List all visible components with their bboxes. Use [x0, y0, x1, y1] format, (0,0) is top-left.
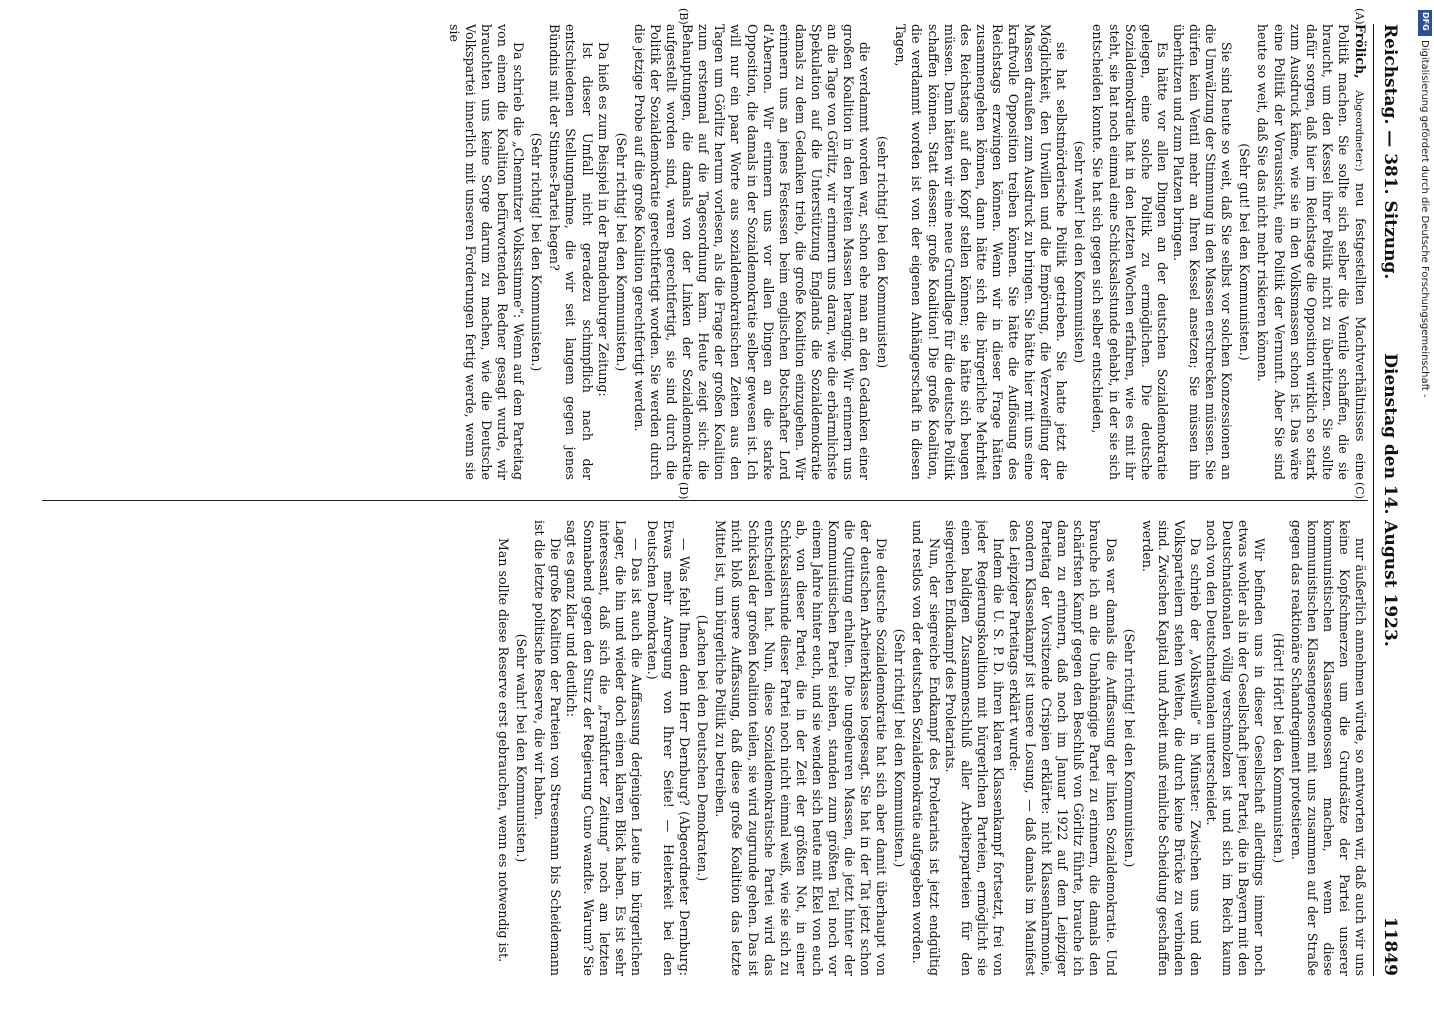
paragraph — [1288, 520, 1368, 976]
document-page — [30, 10, 1410, 990]
margin-mark-a: (A) — [1353, 8, 1366, 25]
interjection: (Sehr richtig! bei den Kommunisten.) — [892, 628, 908, 868]
paragraph-text: Die große Koalition der Parteien von Stresemann bis Scheidemann ist die letzte politische Reserve, die wir haben. — [532, 520, 564, 976]
page-header — [1373, 24, 1402, 976]
paragraph-text: Da schrieb der „Volkswille“ in Münster: Zwischen uns und den Volksparteilern stehen Welten, die durch keine Brücke zu verbinden sind. Zwischen Kapital und Arbeit muß reinliche Scheidung geschaffen werden. — [1139, 520, 1204, 976]
paragraph-text: Sie sind heute so weit, daß Sie selbst vor solchen Konzessionen an die Umwälzung der Stimmung in den Massen erschrecken müssen. Sie dürfen kein Ventil mehr an Ihren Kessel ansetzen; Sie müssen ihn überhitzen und zum Platzen bringen. — [1170, 24, 1235, 480]
interjection: (Sehr richtig! bei den Kommunisten.) — [529, 132, 545, 372]
paragraph-text: Nun, der siegreiche Endkampf des Proletariats ist jetzt endgültig und restlos von der deutschen Sozialdemokratie aufgegeben worden. — [910, 520, 942, 976]
paragraph — [1006, 520, 1119, 976]
paragraph — [1170, 24, 1234, 480]
left-column — [42, 24, 1368, 480]
margin-mark-b: (B) — [677, 8, 690, 25]
paragraph — [1089, 24, 1169, 480]
column-divider — [42, 500, 1368, 501]
interjection: (Lachen bei den Deutschen Demokraten.) — [695, 614, 711, 882]
paragraph-text: — Was fehlt Ihnen denn Herr Dernburg? (Abgeordneter Dernburg: Etwas mehr Anregung von Ihrer Seite! — Heiterkeit bei den Deutschen Demokraten.) — [644, 520, 693, 976]
paragraph-text: Es hätte vor allen Dingen an der deutschen Sozialdemokratie gelegen, eine solche Politik zu ermöglichen. Die deutsche Sozialdemokratie hat in den letzten Wochen erfahren, wie es mit ihr steht, sie hat noch einmal eine Schicksalsstunde gehabt, in der sie sich entscheiden konnte. Sie hat sich gegen sich selber entschieden, — [1090, 24, 1170, 480]
paragraph — [909, 520, 941, 976]
paragraph-text: Da hieß es zum Beispiel in der Brandenburger Zeitung: — [595, 42, 611, 397]
paragraph — [942, 520, 1006, 976]
margin-mark-d: (D) — [677, 482, 690, 500]
interjection: (Sehr gut! bei den Kommunisten.) — [1237, 143, 1253, 361]
paragraph — [495, 520, 511, 976]
paragraph — [563, 520, 643, 976]
interjection: (Sehr wahr! bei den Kommunisten.) — [514, 633, 530, 863]
paragraph-text: Die deutsche Sozialdemokratie hat sich aber damit überhaupt von der deutschen Arbeiterklasse losgesagt. Sie hat in der Tat jetzt schon die Quittung erhalten. Die ungeheuren Massen, die jetzt hinter der Kommunistischen Partei stehen, standen zum größten Teil noch vor einem Jahre hinter euch, und sie wenden sich heute mit Ekel von euch ab, von dieser Partei, die in der Zeit der größten Not, in einer Schicksalsstunde dieser Partei noch nicht einmal weiß, wie sie sich zu entscheiden hat. Nun, diese Sozialdemokratische Partei wird das Schicksal der großen Koalition teilen, sie wird zugrunde gehen. Das ist nicht bloß unsere Auffassung, daß diese große Koalition das letzte Mittel ist, um bürgerliche Politik zu betreiben. — [713, 520, 890, 976]
interjection: (Sehr richtig! bei den Kommunisten.) — [1121, 628, 1137, 868]
speaker-name: Frölich, — [1353, 24, 1368, 79]
interjection: (Hört! Hört! bei den Kommunisten.) — [1270, 632, 1286, 864]
paragraph-text: — Das ist auch die Auffassung derjenigen Leute im bürgerlichen Lager, die hin und wieder doch einen klaren Blick haben. Es ist sehr interessant, daß sich die „Frankfurter Zeitung“ noch am letzten Sonnabend gegen den Sturz der Regierung Cuno wandte. Warum? Sie sagt es ganz klar und deutlich: — [564, 520, 644, 976]
paragraph-text: Ist dieser Umfall nicht geradezu schimpflich nach der entschiedenen Stellungnahme, die wir seit langem gegen jenes Bündnis mit der Stinnes-Partei hegen? — [547, 24, 595, 480]
paragraph — [892, 24, 1069, 480]
paragraph-text: Das war damals die Auffassung der linken Sozialdemokratie. Und brauche ich an die Unabhängige Partei zu erinnern, die damals den schärfsten Kampf gegen den Beschluß von Görlitz führte, brauche ich daran zu erinnern, daß noch im Januar 1922 auf dem Leipziger Parteitag der Vorsitzende Crispien erklärte: nicht Klassenharmonie, sondern Klassenkampf ist unsere Losung, — daß damals im Manifest des Leipziger Parteitags erklärt wurde: — [1007, 520, 1119, 976]
paragraph-text: nur äußerlich annehmen würde, so antworten wir, daß auch wir uns keine Kopfschmerzen um die Grundsätze der Partei unserer kommunistischen Klassengenossen machen, wenn diese kommunistischen Klassengenossen mit uns zusammen auf der Straße gegen das reaktionäre Schandregiment protestieren. — [1288, 520, 1368, 976]
paragraph — [1203, 520, 1267, 976]
digitization-credit — [1418, 40, 1432, 1020]
paragraph-text: Indem die U. S. P. D. ihren klaren Klassenkampf fortsetzt, frei von jeder Regierungskoalition mit bürgerlichen Parteien, ermöglicht sie einen baldigen Zusammenschluß aller Arbeiterparteien für den siegreichen Endkampf des Proletariats. — [942, 520, 1006, 976]
paragraph-text: sie hat selbstmörderische Politik getrieben. Sie hatte jetzt die Möglichkeit, den Unwillen und die Empörung, die Verzweiflung der Massen draußen zum Ausdruck zu bringen. Sie hätte hier mit uns eine kraftvolle Opposition treiben können. Sie hätte die Auflösung des Reichstags erzwingen können. Wenn wir in dieser Frage hätten zusammengehen können, dann hätte sich die bürgerliche Mehrheit des Reichstags auf den Kopf stellen können; sie hätte sich beugen müssen. Dann hätten wir eine neue Grundlage für die deutsche Politik schaffen können. Statt dessen: große Koalition! Die große Koalition, die verdammt worden ist von der eigenen Anhängerschaft in diesen Tagen, — [893, 24, 1070, 480]
header-date: Dienstag den 14. August 1923. — [1380, 353, 1400, 647]
text-columns — [42, 24, 1368, 976]
paragraph — [595, 24, 611, 480]
digitization-credit-text: Digitalisierung gefördert durch die Deutsche Forschungsgemeinschaft - — [1419, 40, 1430, 398]
header-session: Reichstag. — 381. Sitzung. — [1380, 24, 1400, 280]
paragraph — [531, 520, 563, 976]
dfg-logo: DFG — [1418, 10, 1432, 36]
speaker-role: Abgeordneter:) — [1353, 90, 1365, 172]
paragraph-text: Da schrieb die „Chemnitzer Volksstimme“: Wenn auf dem Parteitag von einem die Koalition befürwortenden Redner gesagt wurde, wir brauchten uns keine Sorge darum zu machen, wie die Deutsche Volkspartei innerlich mit unseren Forderungen fertig werde, wenn sie sie — [446, 24, 527, 480]
paragraph-text: Man sollte diese Reserve erst gebrauchen, wenn es notwendig ist. — [496, 538, 512, 963]
margin-mark-c: (C) — [1353, 482, 1366, 499]
paragraph — [644, 520, 692, 976]
interjection: (sehr wahr! bei den Kommunisten) — [1072, 140, 1088, 364]
paragraph — [546, 24, 594, 480]
paragraph — [1139, 520, 1203, 976]
paragraph — [446, 24, 526, 480]
right-column — [42, 520, 1368, 976]
header-page-number: 11849 — [1380, 916, 1400, 976]
interjection: (sehr richtig! bei den Kommunisten) — [875, 135, 891, 369]
paragraph-text: die verdammt worden war, schon ehe man an den Gedanken einer großen Koalition in den breiten Massen heranging. Wir erinnern uns an die Tage von Görlitz, wir erinnern uns daran, wie die erbärmlichste Spekulation auf die Unterstützung Englands die Sozialdemokratie damals zu dem Gedanken trieb, die große Koalition einzugehen. Wir erinnern uns an jenes Festessen beim englischen Botschafter Lord d'Abernon. Wir erinnern uns vor allen Dingen an die starke Opposition, die damals in der Sozialdemokratie selber gewesen ist. Ich will nur ein paar Worte aus sozialdemokratischen Zeiten aus den Tagen um Görlitz herum vorlesen, als die Frage der großen Koalition zum erstenmal auf die Tagesordnung kam. Heute zeigt sich: die Behauptungen, die damals von der Linken der Sozialdemokratie aufgestellt worden sind, waren gerechtfertigt, sie sind durch die Politik der Sozialdemokratie gerechtfertigt worden. Sie werden durch die jetzige Probe auf die große Koalition gerechtfertigt werden. — [631, 24, 873, 480]
paragraph — [712, 520, 889, 976]
paragraph — [1254, 24, 1368, 480]
interjection: (Sehr richtig! bei den Kommunisten.) — [613, 132, 629, 372]
paragraph-text: Wir befinden uns in dieser Gesellschaft allerdings immer noch etwas wohler als in der Gesellschaft jener Partei, die in Bayern mit den Deutschnationalen völlig verschmolzen ist und sich im Reich kaum noch von den Deutschnationalen unterscheidet. — [1204, 520, 1268, 976]
paragraph — [631, 24, 872, 480]
paragraph-text: neu festgestellten Machtverhältnisses eine Politik machen. Sie sollte sich selber die Ventile schaffen, die sie braucht, um den Kessel ihrer Politik nicht zu überhitzen. Sie sollte dafür sorgen, daß hier im Reichstage die Opposition wirklich so stark zum Ausdruck käme, wie sie in den Volksmassen schon ist. Das wäre eine Politik der Voraussicht, eine Politik der Vernunft. Aber Sie sind heute so weit, daß Sie das nicht mehr riskieren können. — [1255, 24, 1368, 480]
